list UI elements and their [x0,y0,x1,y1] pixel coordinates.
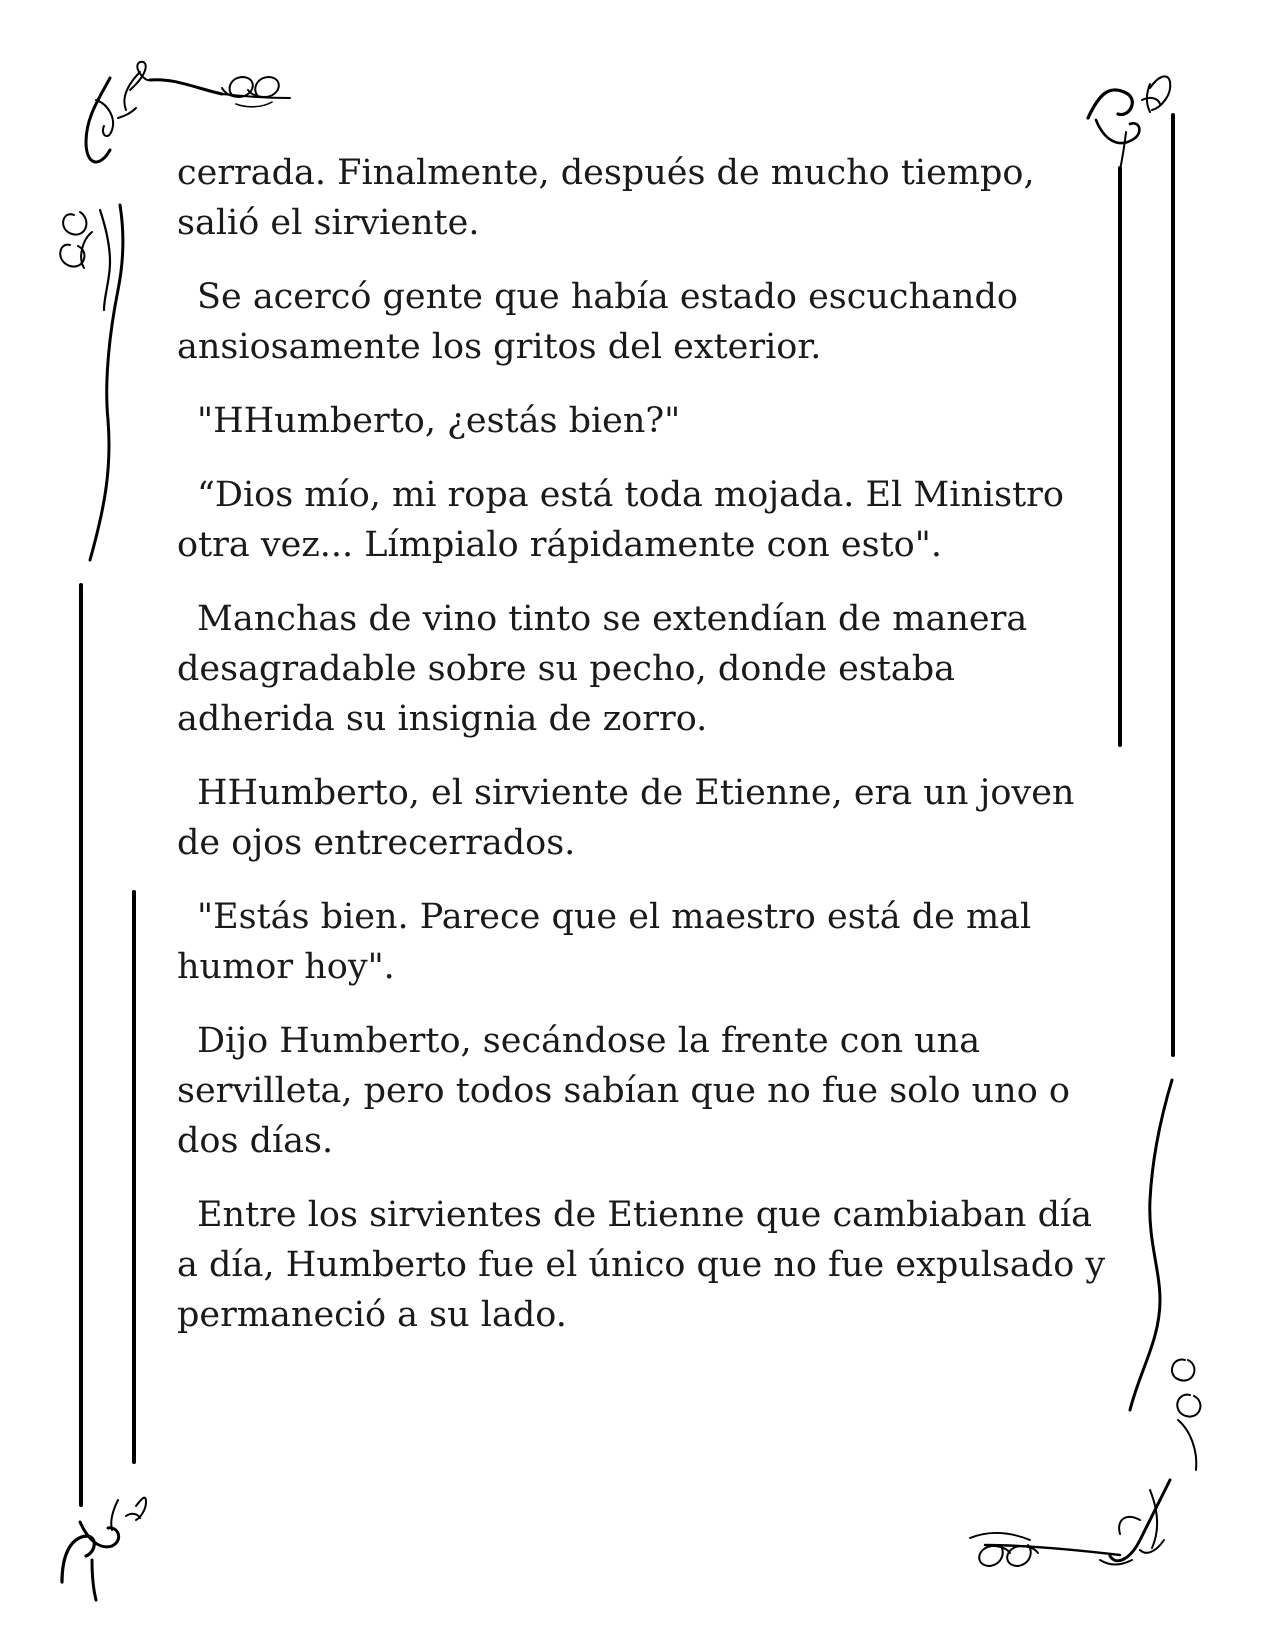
paragraph: Dijo Humberto, secándose la frente con una servilleta, pero todos sabían que no fue solo uno o dos días. [177,1021,1070,1161]
paragraph: Manchas de vino tinto se extendían de manera desagradable sobre su pecho, donde estaba adherida su insignia de zorro. [177,599,1028,739]
paragraph: "HHumberto, ¿estás bien?" [197,401,681,441]
paragraph: HHumberto, el sirviente de Etienne, era un joven de ojos entrecerrados. [177,773,1075,863]
text-body [177,148,1117,1364]
paragraph: cerrada. Finalmente, después de mucho tiempo, salió el sirviente. [177,153,1035,243]
paragraph: "Estás bien. Parece que el maestro está de mal humor hoy". [177,897,1032,987]
flourish-ornament-icon [62,1498,146,1600]
paragraph: Entre los sirvientes de Etienne que cambiaban día a día, Humberto fue el único que no fue expulsado y permaneció a su lado. [177,1195,1106,1335]
paragraph: “Dios mío, mi ropa está toda mojada. El Ministro otra vez... Límpialo rápidamente con esto". [177,475,1064,565]
paragraph: Se acercó gente que había estado escuchando ansiosamente los gritos del exterior. [177,277,1018,367]
